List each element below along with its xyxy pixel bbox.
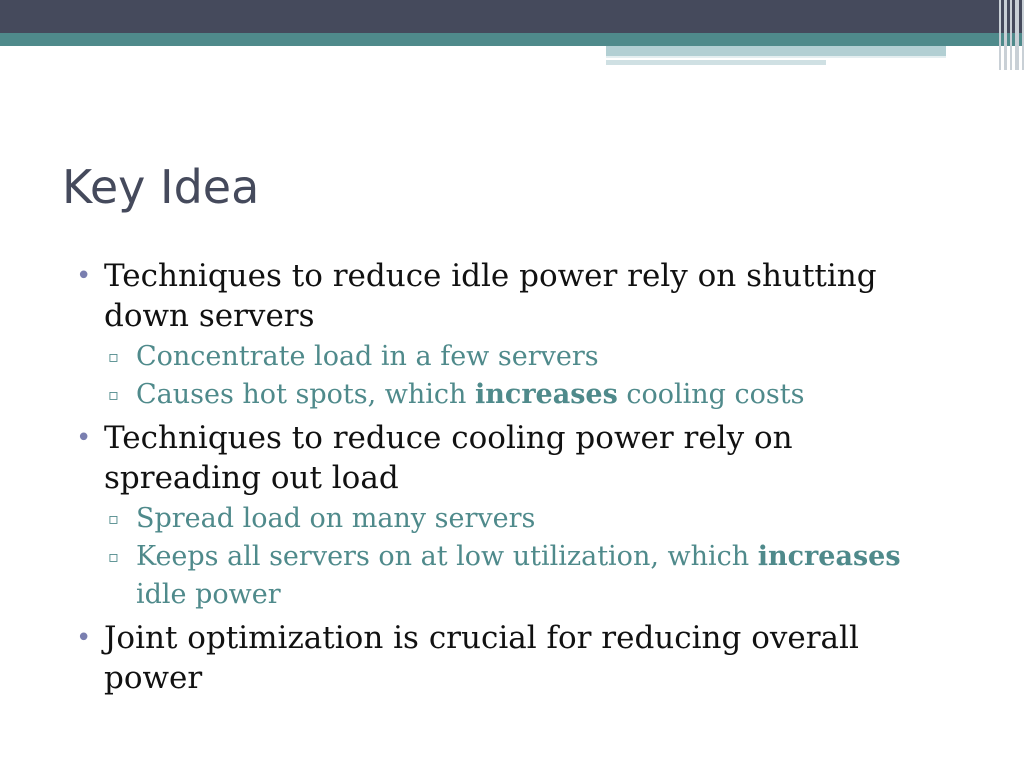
sub-bullet-item: ▫ Causes hot spots, which increases cooling costs — [76, 376, 926, 414]
bullet-group — [76, 618, 926, 698]
emphasis: increases — [475, 379, 618, 410]
sub-bullet-marker-icon: ▫ — [108, 347, 119, 366]
header-band-accent — [606, 46, 946, 56]
emphasis: increases — [757, 541, 901, 572]
sub-bullet-item: ▫ Keeps all servers on at low utilization, which increases idle power — [76, 538, 926, 614]
bullet-list — [76, 256, 926, 702]
slide-title: Key Idea — [62, 160, 260, 214]
bullet-group — [76, 418, 926, 614]
bullet-group — [76, 256, 926, 414]
bullet-item: • Joint optimization is crucial for reducing overall power — [76, 618, 926, 698]
header-band-teal — [0, 33, 1024, 46]
bullet-item: • Techniques to reduce cooling power rely on spreading out load — [76, 418, 926, 498]
header-band-line — [606, 56, 946, 58]
sub-bullet-marker-icon: ▫ — [108, 547, 119, 566]
corner-stripes — [990, 0, 1024, 70]
sub-bullet-item: ▫ Concentrate load in a few servers — [76, 338, 926, 376]
header-band-dark — [0, 0, 1024, 33]
bullet-item: • Techniques to reduce idle power rely on shutting down servers — [76, 256, 926, 336]
sub-bullet-marker-icon: ▫ — [108, 385, 119, 404]
sub-bullet-marker-icon: ▫ — [108, 509, 119, 528]
header-band-accent-thin — [606, 60, 826, 65]
sub-bullet-item: ▫ Spread load on many servers — [76, 500, 926, 538]
